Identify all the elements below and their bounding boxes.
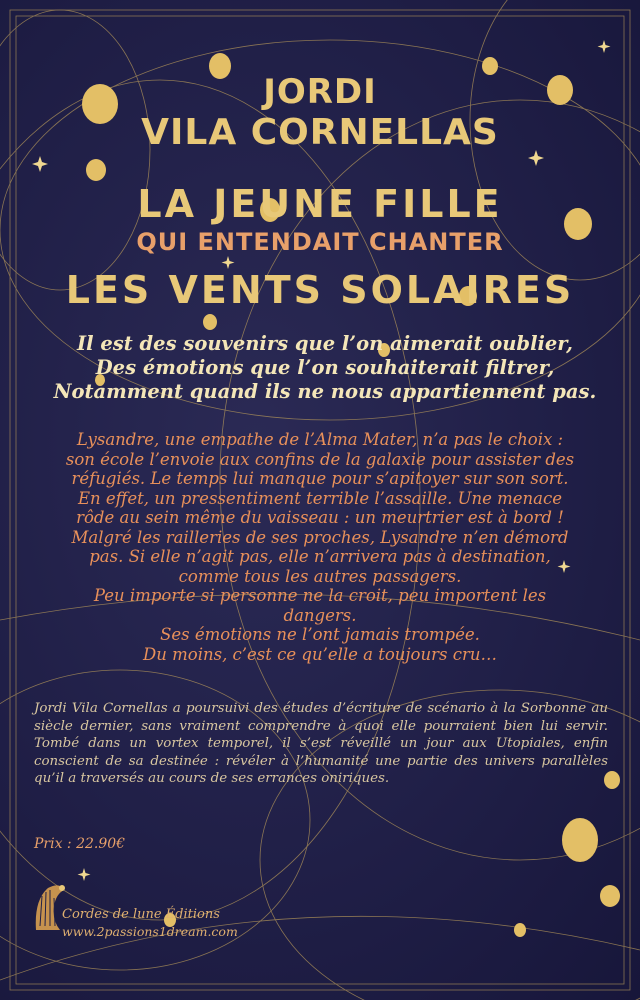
planet-icon bbox=[86, 159, 106, 181]
author-first-name: JORDI bbox=[263, 72, 377, 112]
star-icon bbox=[598, 40, 611, 53]
author-bio: Jordi Vila Cornellas a poursuivi des études d’écriture de scénario à la Sorbonne au siècle dernier, sans vraiment comprendre à quoi elle pourraient bien lui servir. Tombé dans un vortex temporel, il s’est réveillé un jour aux Utopiales, enfin conscient de sa destinée : révéler à l’humanité une partie des univers parallèles qu’il a traversés au cours de ses errances oniriques. bbox=[34, 701, 608, 786]
tagline-line: Des émotions que l’on souhaiterait filtrer, bbox=[95, 356, 555, 379]
synopsis bbox=[18, 430, 622, 664]
synopsis-line: réfugiés. Le temps lui manque pour s’apitoyer sur son sort. bbox=[71, 469, 569, 488]
synopsis-line: son école l’envoie aux confins de la galaxie pour assister des bbox=[65, 449, 575, 469]
synopsis-line: comme tous les autres passagers. bbox=[178, 566, 462, 586]
tagline-line: Notamment quand ils ne nous appartiennent pas. bbox=[53, 380, 597, 403]
synopsis-line: En effet, un pressentiment terrible l’assaille. Une menace bbox=[77, 488, 563, 508]
publisher-website[interactable]: www.2passions1dream.com bbox=[62, 924, 238, 939]
synopsis-line: Peu importe si personne ne la croit, peu importent les bbox=[93, 586, 547, 605]
publisher-name: Cordes de lune Éditions bbox=[62, 907, 220, 922]
star-icon bbox=[78, 868, 91, 881]
planet-icon bbox=[600, 885, 620, 907]
planet-icon bbox=[203, 314, 217, 330]
price-label: Prix : 22.90€ bbox=[34, 836, 126, 852]
tagline bbox=[40, 332, 610, 404]
tagline-line: Il est des souvenirs que l’on aimerait oublier, bbox=[77, 332, 573, 355]
planet-icon bbox=[562, 818, 598, 862]
synopsis-line: pas. Si elle n’agit pas, elle n’arrivera pas à destination, bbox=[89, 547, 551, 566]
synopsis-line: Du moins, c’est ce qu’elle a toujours cru… bbox=[143, 644, 497, 664]
synopsis-line: rôde au sein même du vaisseau : un meurtrier est à bord ! bbox=[76, 508, 564, 527]
title-line-2: QUI ENTENDAIT CHANTER bbox=[136, 228, 504, 256]
synopsis-line: dangers. bbox=[283, 605, 357, 625]
title-line-3: LES VENTS SOLAIRES bbox=[65, 268, 575, 312]
synopsis-line: Lysandre, une empathe de l’Alma Mater, n’a pas le choix : bbox=[76, 430, 564, 449]
author-last-name: VILA CORNELLAS bbox=[141, 112, 499, 153]
planet-icon bbox=[514, 923, 526, 937]
title-line-1: LA JEUNE FILLE bbox=[137, 182, 503, 226]
synopsis-line: Ses émotions ne l’ont jamais trompée. bbox=[160, 625, 480, 644]
star-icon bbox=[32, 156, 48, 172]
synopsis-line: Malgré les railleries de ses proches, Lysandre n’en démord bbox=[71, 527, 569, 547]
